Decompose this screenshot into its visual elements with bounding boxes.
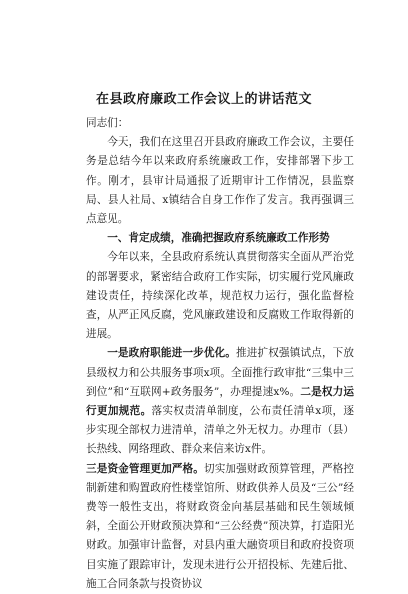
intro-paragraph: 今天，我们在这里召开县政府廉政工作会议，主要任务是总结今年以来政府系统廉政工作，安排部署下步工作。刚才，县审计局通报了近期审计工作情况，县监察局、县人社局、x镇结合自身工作作了发言。我再强调三点意见。 xyxy=(86,136,354,226)
document-body xyxy=(86,114,354,594)
document-title: 在县政府廉政工作会议上的讲话范文 xyxy=(95,92,312,107)
point-1-text: 推进扩权强镇试点，下放县级权力和公共服务事项x项。全面推行政审批“三集中三到位”和“互联网+政务服务”，办理提速x%。 xyxy=(86,347,355,398)
points-paragraph xyxy=(86,344,354,459)
point-3-lead: 三是资金管理更加严格。 xyxy=(86,462,204,475)
point-1-lead: 一是政府职能进一步优化。 xyxy=(107,347,237,360)
point-2-lead: 二是权力运行更加规范。 xyxy=(86,385,354,418)
point-2-text: 落实权责清单制度，公布责任清单x项，逐步实现全部权力进清单，清单之外无权力。办理市（县）长热线、网络理政、群众来信来访x件。 xyxy=(86,405,355,456)
point-3-paragraph xyxy=(86,460,354,594)
section-heading-1: 一、肯定成绩，准确把握政府系统廉政工作形势 xyxy=(107,232,330,245)
salutation: 同志们： xyxy=(86,117,129,129)
section-1-paragraph: 今年以来，全县政府系统认真贯彻落实全面从严治党的部署要求，紧密结合政府工作实际，切实履行党风廉政建设责任，持续深化改革，规范权力运行，强化监督检查，从严正风反腐，党风廉政建设和反腐败工作取得新的进展。 xyxy=(86,251,354,341)
point-3-text: 切实加强财政预算管理，严格控制新建和购置政府性楼堂馆所、财政供养人员及“三公”经费等一般性支出，将财政资金向基层基础和民生领域倾斜，全面公开财政预决算和“三公经费”预决算，打造阳光财政。加强审计监督，对县内重大融资项目和政府投资项目实施了跟踪审计，发现未进行公开招投标、先建后批、施工合同条款与投资协议 xyxy=(86,462,355,590)
